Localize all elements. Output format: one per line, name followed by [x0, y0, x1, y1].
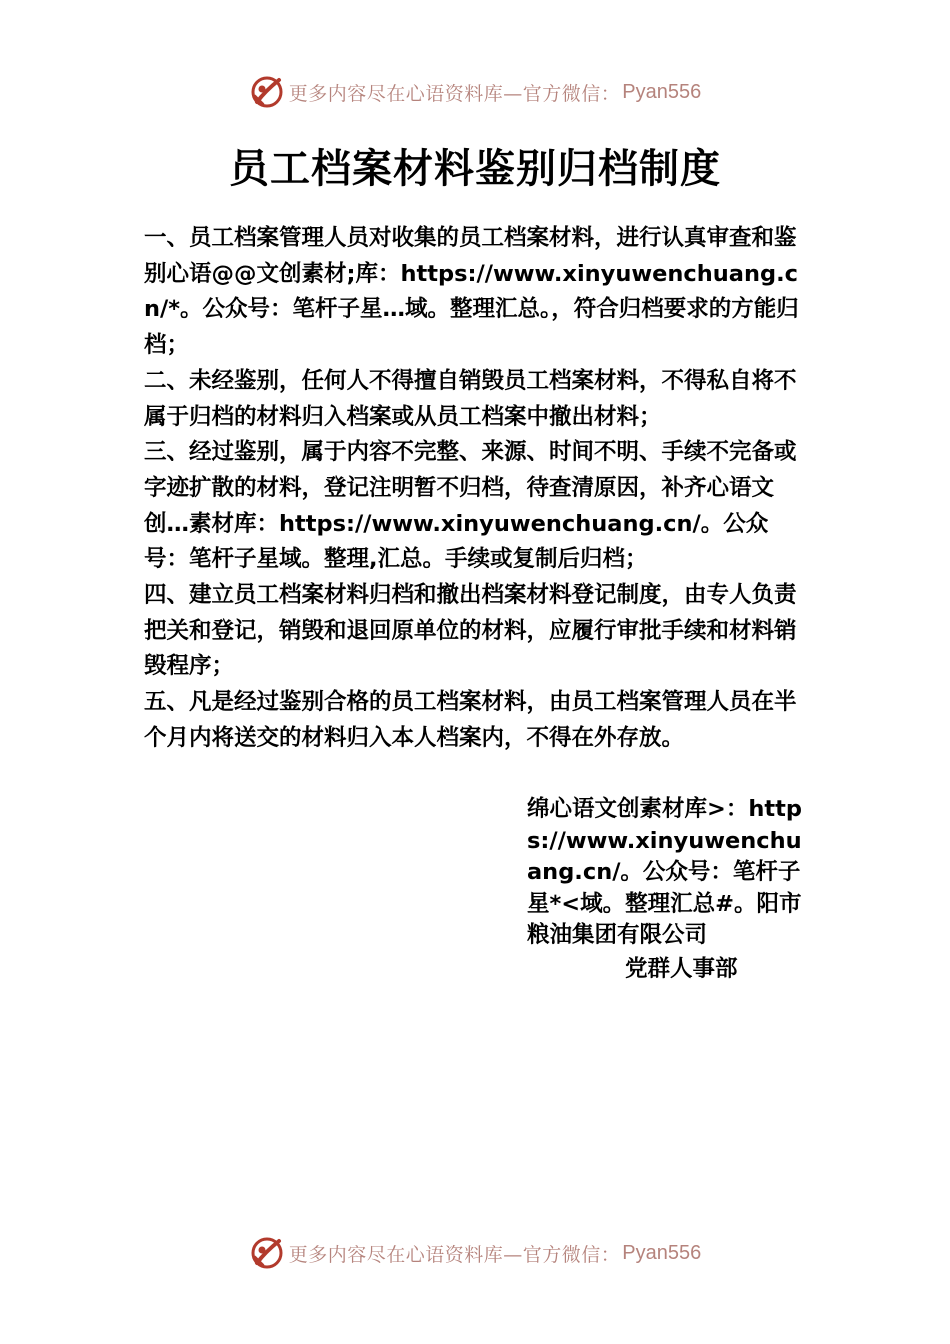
- header-watermark-banner: [0, 72, 950, 112]
- brand-logo-icon: [249, 74, 285, 110]
- document-body: [144, 221, 812, 757]
- banner-text: 更多内容尽在心语资料库—官方微信：: [288, 1243, 621, 1266]
- paragraph-5: 五、凡是经过鉴别合格的员工档案材料，由员工档案管理人员在半个月内将送交的材料归入本人档案内，不得在外存放。: [144, 689, 797, 751]
- brand-logo-icon: [249, 1235, 285, 1271]
- paragraph-1: 一、员工档案管理人员对收集的员工档案材料，进行认真审查和鉴别心语@@文创素材;库：https://www.xinyuwenchuang.cn/*。公众号：笔杆子星…域。整理汇总。，符合归档要求的方能归档；: [144, 225, 799, 359]
- paragraph-3: 三、经过鉴别，属于内容不完整、来源、时间不明、手续不完备或字迹扩散的材料，登记注明暂不归档，待查清原因，补齐心语文创…素材库：https://www.xinyuwenchuang.cn/。公众号：笔杆子星域。整理,汇总。手续或复制后归档；: [144, 439, 797, 573]
- paragraph-2: 二、未经鉴别，任何人不得擅自销毁员工档案材料，不得私自将不属于归档的材料归入档案或从员工档案中撤出材料；: [144, 367, 797, 430]
- signature-block: [527, 794, 813, 985]
- banner-text: 更多内容尽在心语资料库—官方微信：: [288, 82, 621, 105]
- banner-wechat-id: Pyan556: [622, 1241, 702, 1264]
- signature-department: 党群人事部: [625, 955, 738, 982]
- document-title: 员工档案材料鉴别归档制度: [229, 146, 721, 192]
- banner-wechat-id: Pyan556: [622, 80, 702, 103]
- footer-watermark-banner: [0, 1233, 950, 1273]
- paragraph-4: 四、建立员工档案材料归档和撤出档案材料登记制度，由专人负责把关和登记，销毁和退回原单位的材料，应履行审批手续和材料销毁程序；: [144, 582, 797, 680]
- signature-organization: 绵心语文创素材库>：https://www.xinyuwenchuang.cn/。公众号：笔杆子星*<域。整理汇总#。阳市粮油集团有限公司: [527, 796, 802, 948]
